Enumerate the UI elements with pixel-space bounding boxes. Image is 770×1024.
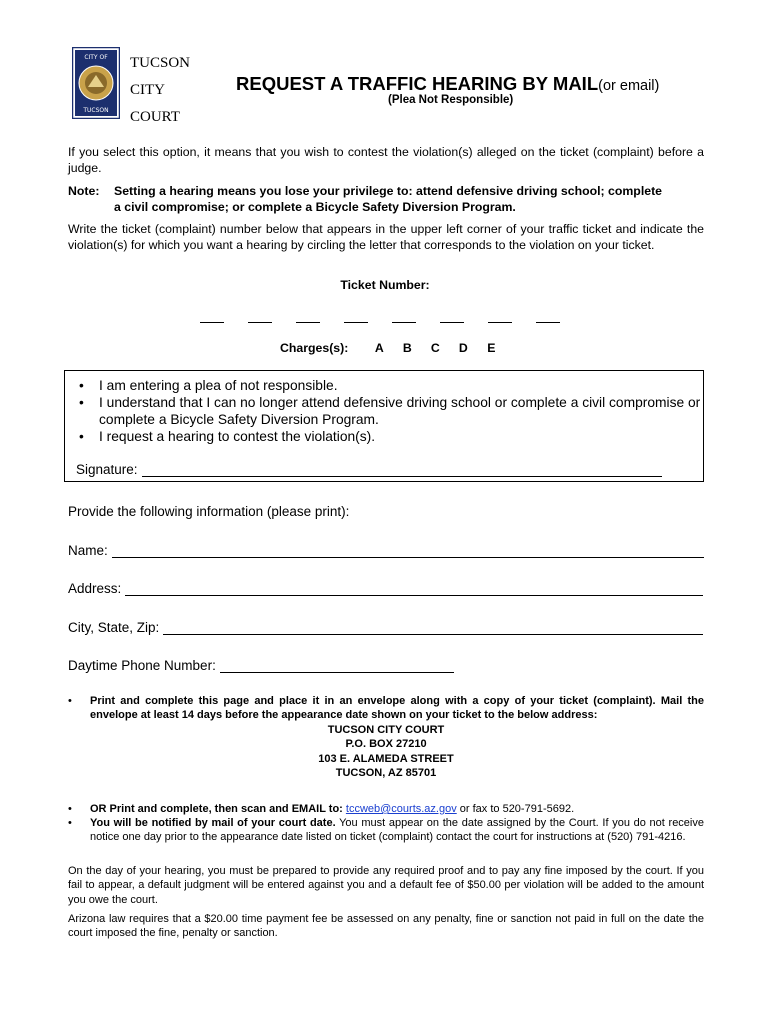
email-instructions [68,802,704,816]
phone-row [68,658,454,673]
ticket-digit-blank[interactable] [392,310,416,323]
court-line-1: TUCSON [130,55,191,71]
charge-letter-c[interactable]: C [430,341,440,355]
address-line-1: TUCSON CITY COURT [327,723,445,736]
ticket-digit-blank[interactable] [248,310,272,323]
signature-row [76,462,662,477]
provide-label: Provide the following information (please print): [68,504,350,519]
city-seal [72,47,120,119]
signature-line[interactable] [142,462,662,477]
city-row [68,620,703,635]
name-row [68,543,704,558]
signature-label: Signature: [76,462,138,477]
page-subtitle: (Plea Not Responsible) [388,94,514,106]
plea-item: • I am entering a plea of not responsible. [99,377,703,394]
email-link[interactable]: tccweb@courts.az.gov [345,803,457,815]
notify-text [90,816,704,845]
plea-item: • I request a hearing to contest the violation(s). [99,428,703,445]
name-line[interactable] [112,543,704,558]
ticket-digit-blank[interactable] [536,310,560,323]
note-label: Note: [68,184,100,198]
svg-text:TUCSON: TUCSON [83,107,109,114]
ticket-digit-blank[interactable] [296,310,320,323]
notify-rest: You must appear on the date assigned by the Court. If you do not receive notice one day prior to the appearance date listed on ticket (complaint) contact the court for instructions at (520) 791-4216. [90,817,704,844]
charge-letter-a[interactable]: A [374,341,384,355]
notify-instructions [68,816,704,845]
note-line-1: Setting a hearing means you lose your privilege to: attend defensive driving school; complete [114,184,663,198]
mail-text: Print and complete this page and place it in an envelope along with a copy of your ticket (complaint). Mail the envelope at least 14 days before the appearance date shown on your ticket to the below address: [90,695,704,722]
city-line[interactable] [163,620,703,635]
court-line-3: COURT [130,109,180,125]
ticket-digit-blank[interactable] [488,310,512,323]
mail-address [68,723,704,781]
charges-row [280,341,498,355]
title-suffix: (or email) [598,78,660,94]
address-line-3: 103 E. ALAMEDA STREET [318,752,454,765]
ticket-digit-blank[interactable] [200,310,224,323]
address-line[interactable] [125,581,703,596]
bullet-icon: • [68,803,72,815]
address-line-4: TUCSON, AZ 85701 [335,767,437,780]
write-instructions: Write the ticket (complaint) number below that appears in the upper left corner of your traffic ticket and indicate the violation(s) for which you want a hearing by circling the letter that corresponds to the violation on your ticket. [68,222,704,252]
address-label: Address: [68,581,122,596]
charge-letter-b[interactable]: B [402,341,412,355]
hearing-day-text: On the day of your hearing, you must be prepared to provide any required proof and to pay any fine imposed by the court. If you fail to appear, a default judgment will be entered against you and a default fee of $50.00 per violation will be added to the amount you owe the court. [68,865,704,906]
phone-label: Daytime Phone Number: [68,658,216,673]
title-main: REQUEST A TRAFFIC HEARING BY MAIL [236,73,599,94]
court-name [130,50,190,131]
plea-item: • I understand that I can no longer attend defensive driving school or complete a civil compromise or complete a Bicycle Safety Diversion Program. [99,394,703,428]
city-label: City, State, Zip: [68,620,160,635]
page-title [236,73,659,95]
fax-text: or fax to 520-791-5692. [456,803,575,815]
phone-line[interactable] [220,658,454,673]
ticket-number-blanks[interactable] [200,310,560,323]
note-line-2: a civil compromise; or complete a Bicycle Safety Diversion Program. [114,200,516,214]
ticket-digit-blank[interactable] [344,310,368,323]
notify-bold: You will be notified by mail of your court date. [90,817,336,829]
charge-letter-e[interactable]: E [487,341,496,355]
note [68,183,708,215]
ticket-digit-blank[interactable] [440,310,464,323]
ticket-number-label: Ticket Number: [340,278,430,292]
arizona-law-text: Arizona law requires that a $20.00 time payment fee be assessed on any penalty, fine or sanction not paid in full on the date the court imposed the fine, penalty or sanction. [68,913,704,940]
intro-text: If you select this option, it means that you wish to contest the violation(s) alleged on the ticket (complaint) before a judge. [68,145,704,175]
email-text [90,802,704,816]
address-row [68,581,703,596]
plea-list [65,377,703,445]
court-line-2: CITY [130,82,165,98]
bullet-icon: • [68,695,72,707]
charges-label: Charges(s): [280,341,349,355]
mail-instructions [68,694,704,781]
svg-text:CITY OF: CITY OF [84,54,108,61]
charge-letter-d[interactable]: D [458,341,468,355]
email-bold: OR Print and complete, then scan and EMAIL to: [90,803,343,815]
address-line-2: P.O. BOX 27210 [345,738,427,751]
name-label: Name: [68,543,108,558]
bullet-icon: • [68,817,72,829]
